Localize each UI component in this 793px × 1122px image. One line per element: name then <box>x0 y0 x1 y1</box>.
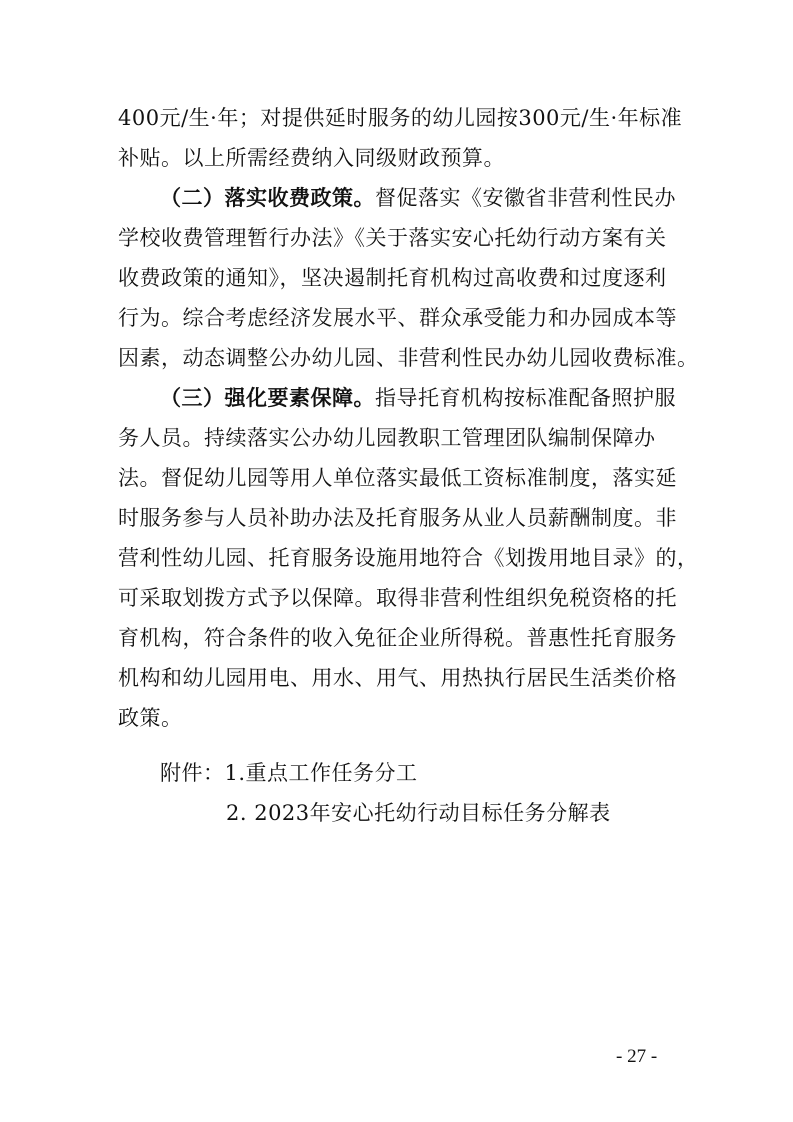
paragraph-2-line-3: 收费政策的通知》，坚决遏制托育机构过高收费和过度逐利 <box>118 266 667 290</box>
paragraph-1-line-2: 补贴。以上所需经费纳入同级财政预算。 <box>118 146 505 170</box>
paragraph-3-line-7: 育机构，符合条件的收入免征企业所得税。普惠性托育服务 <box>118 626 677 650</box>
paragraph-2-line-2: 学校收费管理暂行办法》《关于落实安心托幼行动方案有关 <box>118 226 667 250</box>
paragraph-3-line-5: 营利性幼儿园、托育服务设施用地符合《划拨用地目录》的， <box>118 546 699 570</box>
paragraph-3-line-1 <box>160 383 680 413</box>
section-heading-2: （二）落实收费政策。 <box>160 185 375 210</box>
attachments-line-1 <box>160 758 418 788</box>
paragraph-2-line-1-text: 督促落实《安徽省非营利性民办 <box>375 186 676 210</box>
paragraph-3-line-1-text: 指导托育机构按标准配备照护服 <box>375 386 676 410</box>
attachment-item-2: 2. 2023年安心托幼行动目标任务分解表 <box>226 801 611 825</box>
attachments-label: 附件： <box>160 761 225 785</box>
section-heading-3: （三）强化要素保障。 <box>160 385 375 410</box>
paragraph-3-line-6: 可采取划拨方式予以保障。取得非营利性组织免税资格的托 <box>118 586 677 610</box>
attachment-item-1: 1.重点工作任务分工 <box>224 761 418 785</box>
page-number: - 27 - <box>616 1046 658 1067</box>
paragraph-2-line-5: 因素，动态调整公办幼儿园、非营利性民办幼儿园收费标准。 <box>118 346 699 370</box>
paragraph-3-line-2: 务人员。持续落实公办幼儿园教职工管理团队编制保障办 <box>118 426 656 450</box>
paragraph-3-line-8: 机构和幼儿园用电、用水、用气、用热执行居民生活类价格 <box>118 666 677 690</box>
paragraph-3-line-9: 政策。 <box>118 706 183 730</box>
paragraph-2-line-1 <box>160 183 680 213</box>
paragraph-3-line-4: 时服务参与人员补助办法及托育服务从业人员薪酬制度。非 <box>118 506 677 530</box>
paragraph-1-line-1: 400元/生·年；对提供延时服务的幼儿园按300元/生·年标准 <box>118 106 683 130</box>
paragraph-2-line-4: 行为。综合考虑经济发展水平、群众承受能力和办园成本等 <box>118 306 677 330</box>
paragraph-3-line-3: 法。督促幼儿园等用人单位落实最低工资标准制度，落实延 <box>118 466 677 490</box>
